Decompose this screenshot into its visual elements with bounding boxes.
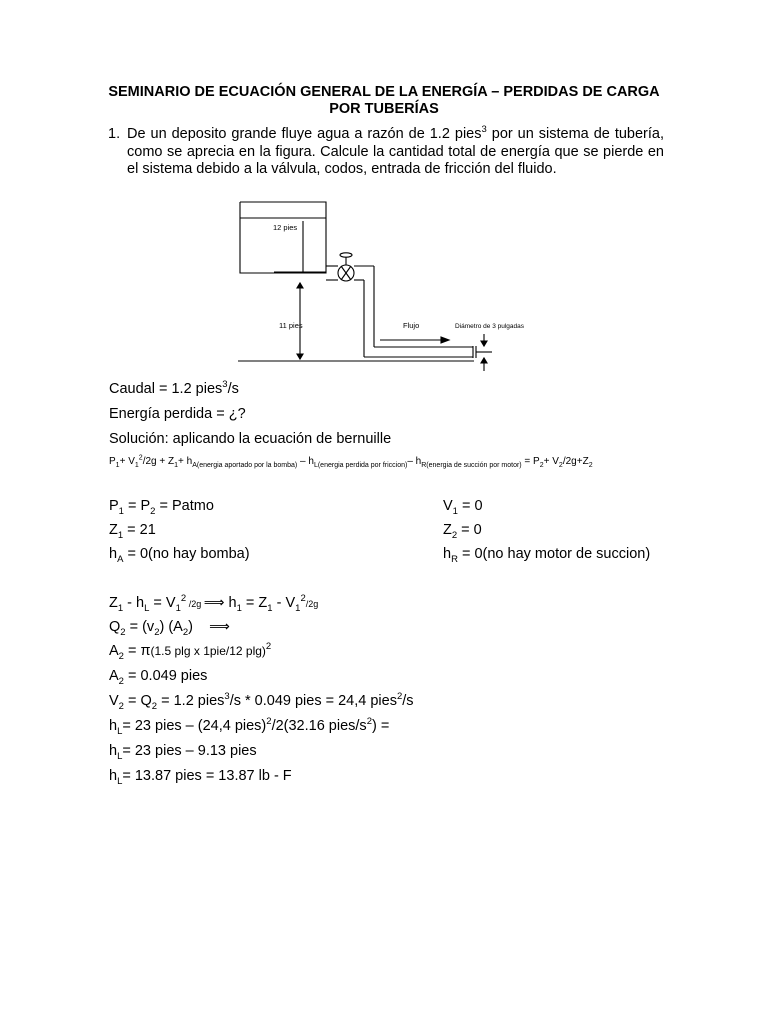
math-fragment: L(energia perdida por friccion) (313, 462, 408, 469)
math-fragment: = 0(no hay bomba) (123, 546, 250, 562)
caudal-line: Caudal = 1.2 pies$^3$/s (109, 379, 239, 397)
math-fragment: V (443, 498, 453, 514)
math-fragment: 2 (120, 626, 126, 638)
math-fragment: 2 (558, 462, 563, 469)
math-fragment: 2 (151, 700, 158, 712)
label-diameter: Diámetro de 3 pulgadas (455, 323, 525, 330)
math-fragment: A (109, 643, 119, 659)
math-fragment: + V (543, 456, 559, 467)
label-flujo: Flujo (403, 321, 420, 330)
step-7 (109, 742, 257, 760)
math-fragment: 2 (154, 626, 160, 638)
given-ha (109, 545, 250, 563)
tank (240, 202, 326, 273)
math-fragment: = π (123, 643, 151, 659)
math-fragment: 2 (265, 641, 272, 653)
math-fragment: = 21 (123, 522, 156, 538)
math-fragment: Z (109, 595, 118, 611)
math-fragment: = 23 pies – 9.13 pies (122, 743, 257, 759)
math-fragment: – h (297, 456, 314, 467)
math-fragment: A (109, 668, 119, 684)
math-fragment: 2 (180, 593, 187, 605)
math-fragment: 1 (117, 602, 124, 614)
step-1 (109, 594, 318, 613)
math-fragment: 3 (224, 691, 230, 703)
math-fragment: h (109, 743, 118, 759)
math-fragment: 2 (266, 716, 272, 728)
math-fragment: = 13.87 pies = 13.87 lb - F (122, 768, 292, 784)
math-fragment: 1 (175, 602, 181, 614)
given-z1 (109, 521, 156, 539)
solucion-line: Solución: aplicando la ecuación de bernuille (109, 431, 392, 447)
math-fragment: h (224, 595, 237, 611)
math-fragment: - V (272, 595, 296, 611)
given-z2 (443, 521, 482, 539)
given-hr (443, 545, 650, 563)
math-fragment: /2g+Z (562, 456, 589, 467)
math-fragment: = 1.2 pies (157, 693, 225, 709)
math-fragment: /2g + Z (142, 456, 175, 467)
implies-arrow: ⟹ (209, 619, 230, 635)
given-p (109, 497, 214, 515)
math-fragment: ) (A (159, 619, 183, 635)
bernoulli-equation (109, 453, 593, 471)
math-fragment: + h (178, 456, 193, 467)
math-fragment: = (v (125, 619, 155, 635)
math-fragment: Q (109, 619, 121, 635)
math-fragment: 1 (118, 505, 124, 517)
math-fragment: P (109, 498, 119, 514)
system-diagram (230, 190, 560, 380)
math-fragment: 2 (300, 593, 306, 605)
math-fragment: A(energia aportado por la bomba) (192, 462, 298, 469)
math-fragment: R(energia de succión por motor) (421, 462, 522, 469)
math-fragment: h (109, 718, 118, 734)
math-fragment: ) (188, 619, 210, 635)
step-8 (109, 767, 292, 785)
math-fragment: L (117, 725, 123, 737)
step-2 (109, 618, 230, 636)
math-fragment: = 0 (457, 522, 482, 538)
math-fragment: /s * 0.049 pies = 24,4 pies (229, 693, 397, 709)
math-fragment: 2 (118, 675, 124, 687)
math-fragment: = V (149, 595, 176, 611)
math-fragment: /2(32.16 pies/s (271, 718, 367, 734)
math-fragment: 1 (117, 529, 124, 541)
page-title: SEMINARIO DE ECUACIÓN GENERAL DE LA ENERGÍA – PERDIDAS DE CARGA POR TUBERÍAS (108, 84, 660, 117)
math-fragment: 1 (115, 462, 120, 469)
label-12-pies: 12 pies (273, 223, 298, 232)
math-fragment: R (451, 553, 458, 565)
math-fragment: = 23 pies – (24,4 pies) (122, 718, 267, 734)
label-11-pies: 11 pies (279, 321, 303, 330)
math-fragment: = Q (123, 693, 152, 709)
math-fragment: 2 (539, 462, 544, 469)
implies-arrow: ⟹ (203, 595, 225, 611)
math-fragment: + V (119, 456, 135, 467)
math-fragment: - h (123, 595, 145, 611)
math-fragment: Z (109, 522, 118, 538)
math-fragment: 1 (134, 462, 139, 469)
math-fragment: 2 (396, 691, 403, 703)
math-fragment: = 0 (457, 498, 483, 514)
math-fragment: /s (402, 693, 414, 709)
math-fragment: V (109, 693, 119, 709)
math-fragment: – h (407, 456, 422, 467)
math-fragment: h (443, 546, 452, 562)
problem-statement: De un deposito grande fluye agua a razón de 1.2 pies$^3$ por un sistema de tubería, como se aprecia en la figura. Calcule la cantidad total de energía que se pierde en el sistema debido a la válvula, codos, entrada de fricción del fluido. (127, 124, 664, 177)
math-fragment: /2g (305, 599, 319, 609)
math-fragment: P (109, 456, 116, 467)
math-fragment: 2 (118, 650, 124, 662)
math-fragment: Z (443, 522, 452, 538)
math-fragment: h (109, 768, 118, 784)
math-fragment: L (144, 602, 150, 614)
math-fragment: 2 (588, 462, 593, 469)
math-fragment: L (117, 750, 123, 762)
given-v1 (443, 497, 483, 515)
math-fragment: /2g (186, 599, 204, 609)
math-fragment: L (117, 775, 123, 787)
math-fragment: 1 (174, 462, 178, 469)
math-fragment: 1 (236, 602, 242, 614)
math-fragment: = Patmo (155, 498, 214, 514)
math-fragment: = Z (241, 595, 268, 611)
math-fragment: = 0(no hay motor de succion) (457, 546, 651, 562)
energia-line: Energía perdida = ¿? (109, 406, 246, 422)
problem-number: 1. (108, 126, 121, 142)
math-fragment: 1 (267, 602, 273, 614)
math-fragment: 2 (138, 454, 143, 462)
problem-1 (108, 126, 664, 179)
math-fragment: 2 (366, 716, 372, 728)
math-fragment: 1 (295, 602, 301, 614)
step-4 (109, 667, 207, 685)
math-fragment: h (109, 546, 118, 562)
step-5 (109, 692, 414, 710)
step-6 (109, 717, 389, 735)
math-fragment: = 0.049 pies (123, 668, 208, 684)
math-fragment: ) = (371, 718, 390, 734)
math-fragment: = P (123, 498, 151, 514)
math-fragment: A (117, 553, 124, 565)
math-fragment: 1 (452, 505, 458, 517)
step-3 (109, 642, 271, 660)
math-fragment: (1.5 plg x 1pie/12 plg) (150, 644, 266, 658)
math-fragment: = P (521, 456, 540, 467)
math-fragment: 2 (451, 529, 458, 541)
math-fragment: 2 (182, 626, 189, 638)
math-fragment: 2 (150, 505, 156, 517)
math-fragment: 2 (118, 700, 124, 712)
